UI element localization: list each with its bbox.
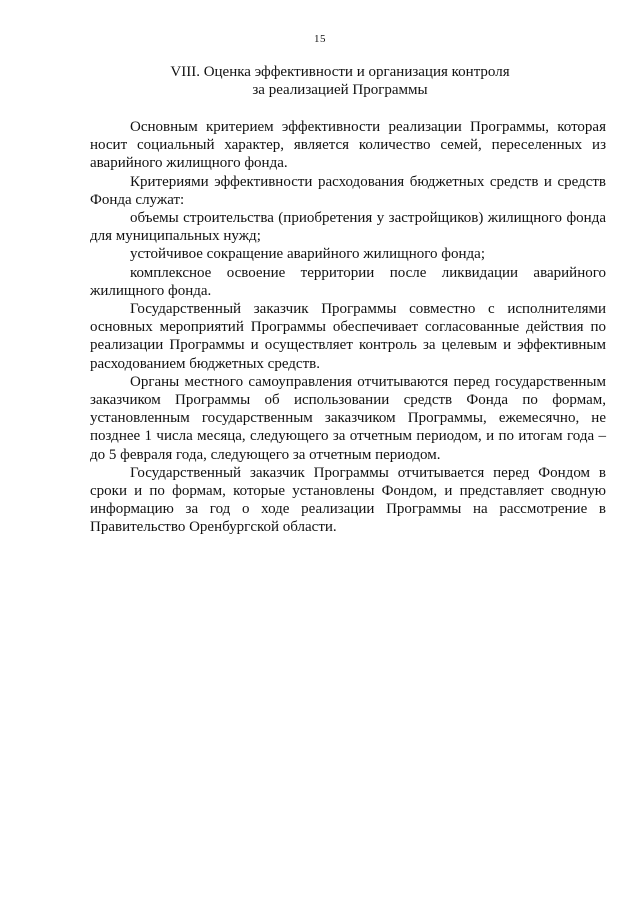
paragraph-criterion-development: комплексное освоение территории после ликвидации аварийного жилищного фонда. — [90, 264, 606, 299]
section-body — [90, 118, 606, 537]
paragraph-criteria-intro: Критериями эффективности расходования бюджетных средств и средств Фонда служат: — [90, 173, 606, 208]
paragraph-criterion-construction: объемы строительства (приобретения у застройщиков) жилищного фонда для муниципальных нужд; — [90, 210, 606, 245]
paragraph-criterion-reduction: устойчивое сокращение аварийного жилищного фонда; — [130, 246, 485, 263]
paragraph-local-government-reports: Органы местного самоуправления отчитываются перед государственным заказчиком Программы об использовании средств Фонда по формам, установленным государственным заказчиком Программы, ежемесячно, не позднее 1 числа месяца, следующего за отчетным периодом, и по итогам года – до 5 февраля года, следующего за отчетным периодом. — [90, 373, 606, 463]
page-number: 15 — [314, 33, 326, 45]
section-heading-line-2: за реализацией Программы — [252, 82, 428, 98]
section-heading — [150, 63, 530, 99]
paragraph-report-to-fund: Государственный заказчик Программы отчитывается перед Фондом в сроки и по формам, которые установлены Фондом, и представляет сводную информацию за год о ходе реализации Программы на рассмотрение в Правительство Оренбургской области. — [90, 464, 606, 536]
paragraph-state-customer-control: Государственный заказчик Программы совместно с исполнителями основных мероприятий Программы обеспечивает согласованные действия по реализации Программы и осуществляет контроль за целевым и эффективным расходованием бюджетных средств. — [90, 301, 606, 372]
section-heading-line-1: VIII. Оценка эффективности и организация контроля — [170, 64, 510, 80]
paragraph-main-criterion: Основным критерием эффективности реализации Программы, которая носит социальный характер, является количество семей, переселенных из аварийного жилищного фонда. — [90, 119, 606, 172]
